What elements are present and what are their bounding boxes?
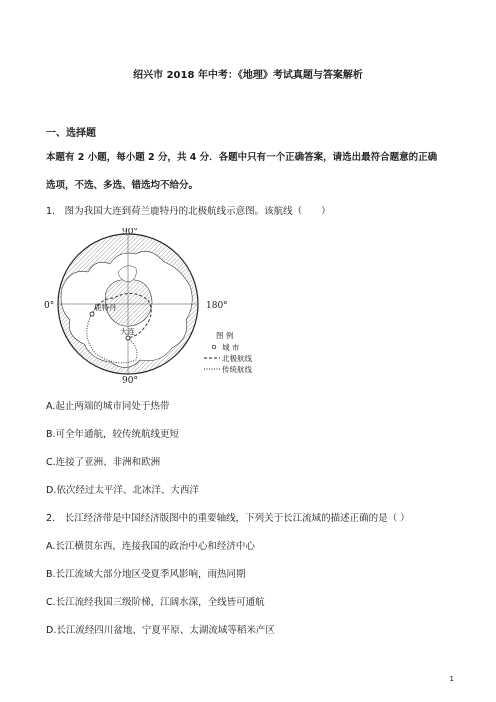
question-2-option-a: A.长江横贯东西，连接我国的政治中心和经济中心 xyxy=(46,541,255,552)
question-1-option-d: D.依次经过太平洋、北冰洋、大西洋 xyxy=(46,485,199,496)
section-heading: 一、选择题 xyxy=(46,128,96,139)
label-right-180: 180° xyxy=(206,301,228,311)
question-1-option-a: A.起止两端的城市同处于热带 xyxy=(46,401,170,412)
rotterdam-marker xyxy=(90,312,94,316)
question-1-option-b: B.可全年通航，较传统航线更短 xyxy=(46,429,180,440)
legend-traditional-label: 传统航线 xyxy=(222,365,252,374)
instructions-line-2: 选项，不选、多选、错选均不给分。 xyxy=(46,180,199,191)
document-title: 绍兴市 2018 年中考：《地理》考试真题与答案解析 xyxy=(133,70,363,81)
map-svg xyxy=(40,228,268,384)
legend-city-symbol xyxy=(212,345,216,349)
label-bottom-90: 90° xyxy=(122,376,138,384)
rotterdam-label: 鹿特丹 xyxy=(94,303,117,312)
question-2-option-b: B.长江流域大部分地区受夏季风影响，雨热同期 xyxy=(46,569,246,580)
legend-arctic-label: 北极航线 xyxy=(222,354,252,363)
page-number: 1 xyxy=(449,675,454,683)
legend-city-label: 城 市 xyxy=(222,343,240,352)
instructions-line-1: 本题有 2 小题，每小题 2 分，共 4 分．各题中只有一个正确答案，请选出最符合题意的正确 xyxy=(46,152,438,163)
question-2-option-d: D.长江流经四川盆地、宁夏平原、太湖流域等稻米产区 xyxy=(46,625,275,636)
arctic-route-map xyxy=(40,228,268,384)
question-1-option-c: C.连接了亚洲、非洲和欧洲 xyxy=(46,457,161,468)
question-2-option-c: C.长江流经我国三级阶梯，江阔水深，全线皆可通航 xyxy=(46,597,265,608)
question-1-stem: 1. 图为我国大连到荷兰鹿特丹的北极航线示意图。该航线（ ） xyxy=(46,206,331,217)
question-2-stem: 2. 长江经济带是中国经济版图中的重要轴线，下列关于长江流域的描述正确的是（ ） xyxy=(46,513,410,524)
dalian-marker xyxy=(126,336,130,340)
legend-title: 图 例 xyxy=(216,331,234,340)
dalian-label: 大连 xyxy=(120,327,135,336)
label-left-0: 0° xyxy=(44,301,55,311)
label-top-90: 90° xyxy=(122,228,138,237)
